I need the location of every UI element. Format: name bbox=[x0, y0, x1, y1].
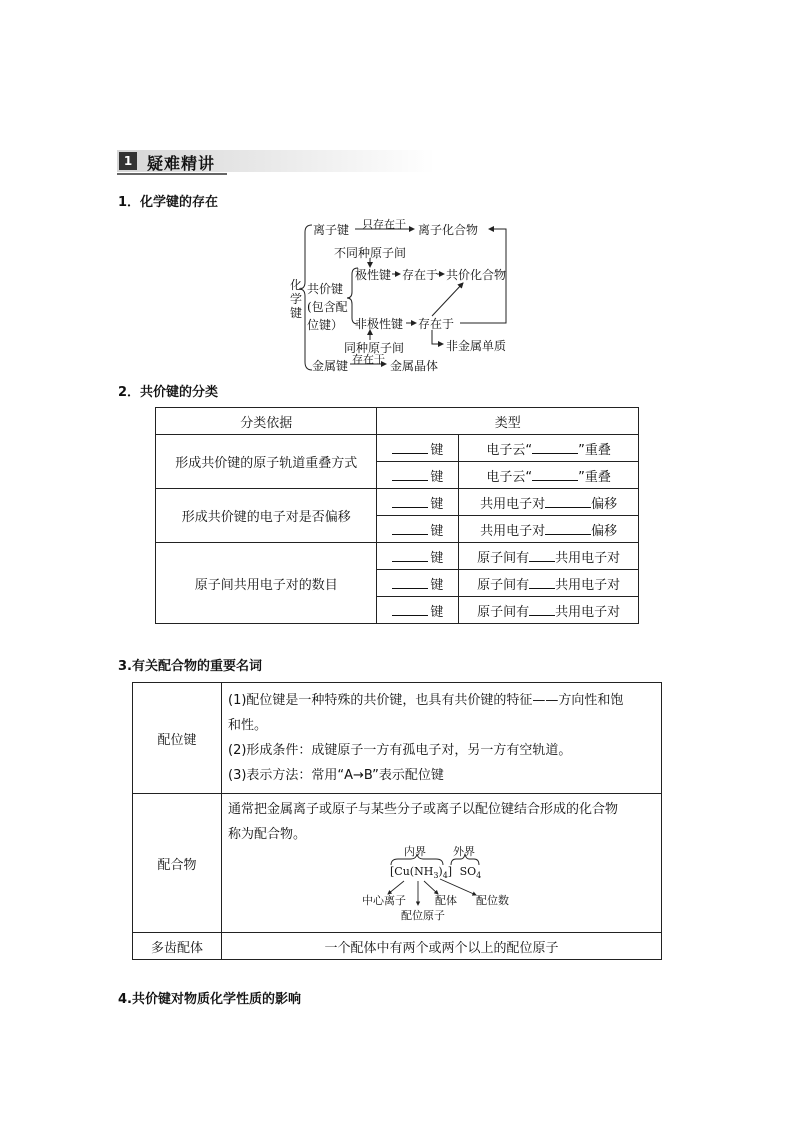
complex-structure-figure bbox=[228, 847, 655, 929]
desc-line: (2)形成条件：成键原子一方有孤电子对，另一方有空轨道。 bbox=[228, 743, 572, 758]
metal-crystal-label: 金属晶体 bbox=[390, 359, 439, 373]
answer-blank bbox=[392, 466, 428, 481]
basis-cell: 原子间共用电子对的数目 bbox=[156, 543, 377, 624]
type-cell: 电子云“ ”重叠 bbox=[459, 435, 639, 462]
bond-name-cell: 键 bbox=[377, 516, 459, 543]
bond-name-cell: 键 bbox=[377, 543, 459, 570]
coordination-table bbox=[132, 682, 662, 960]
ionic-bond-label: 离子键 bbox=[313, 223, 350, 237]
table-row bbox=[156, 543, 639, 570]
bond-name-cell: 键 bbox=[377, 489, 459, 516]
heading-coordination-terms: 3.有关配合物的重要名词 bbox=[118, 659, 262, 674]
covalent-line-3: 位键） bbox=[307, 318, 344, 332]
heading-covalent-effect: 4.共价键对物质化学性质的影响 bbox=[118, 992, 301, 1007]
root-char-3: 键 bbox=[289, 306, 302, 320]
heading-chemical-bond-existence: 1．化学键的存在 bbox=[118, 195, 219, 210]
answer-blank bbox=[392, 439, 428, 454]
desc-line: 称为配合物。 bbox=[228, 827, 307, 842]
answer-blank bbox=[545, 493, 591, 508]
answer-blank bbox=[392, 574, 428, 589]
only-exists-in-label: 只存在于 bbox=[362, 218, 406, 231]
term-coord-bond: 配位键 bbox=[133, 683, 222, 794]
section-title: 疑难精讲 bbox=[147, 154, 216, 173]
answer-blank bbox=[392, 601, 428, 616]
term-complex: 配合物 bbox=[133, 794, 222, 933]
diagram-root bbox=[289, 278, 303, 320]
answer-blank bbox=[529, 574, 555, 589]
bond-name-cell: 键 bbox=[377, 435, 459, 462]
exists-in-label: 存在于 bbox=[402, 268, 439, 282]
header-type: 类型 bbox=[377, 408, 639, 435]
table-row bbox=[133, 683, 662, 794]
metallic-bond-label: 金属键 bbox=[312, 359, 349, 373]
type-cell: 原子间有 共用电子对 bbox=[459, 570, 639, 597]
desc-line: (1)配位键是一种特殊的共价键，也具有共价键的特征——方向性和饱 bbox=[228, 693, 624, 708]
different-atoms-label: 不同种原子间 bbox=[334, 246, 407, 260]
answer-blank bbox=[529, 547, 555, 562]
header-basis: 分类依据 bbox=[156, 408, 377, 435]
basis-cell: 形成共价键的电子对是否偏移 bbox=[156, 489, 377, 543]
table-header-row bbox=[156, 408, 639, 435]
ionic-compound-label: 离子化合物 bbox=[418, 223, 479, 237]
same-atoms-label: 同种原子间 bbox=[344, 341, 405, 355]
inner-sphere-label: 内界 bbox=[404, 845, 426, 858]
nonmetal-element-label: 非金属单质 bbox=[446, 339, 507, 353]
term-polydentate: 多齿配体 bbox=[133, 933, 222, 960]
outer-sphere-label: 外界 bbox=[453, 845, 475, 858]
nonpolar-bond-label: 非极性键 bbox=[355, 317, 404, 331]
desc-line: (3)表示方法：常用“A→B”表示配位键 bbox=[228, 768, 444, 783]
answer-blank bbox=[545, 520, 591, 535]
heading-covalent-classification: 2．共价键的分类 bbox=[118, 385, 219, 400]
answer-blank bbox=[392, 547, 428, 562]
exists-in-label-2: 存在于 bbox=[418, 317, 455, 331]
answer-blank bbox=[392, 493, 428, 508]
complex-formula: $[Cu(NH_3)_4]$ $SO_4$ bbox=[390, 865, 482, 881]
bond-name-cell: 键 bbox=[377, 597, 459, 624]
exists-in-label-3: 存在于 bbox=[352, 353, 385, 366]
type-cell: 原子间有 共用电子对 bbox=[459, 597, 639, 624]
covalent-line-1: 共价键 bbox=[307, 282, 344, 296]
center-ion-label: 中心离子 bbox=[362, 894, 406, 907]
table-row bbox=[133, 794, 662, 933]
covalent-compound-label: 共价化合物 bbox=[446, 268, 507, 282]
type-cell: 共用电子对 偏移 bbox=[459, 489, 639, 516]
root-char-2: 学 bbox=[289, 292, 302, 306]
desc-line: 通常把金属离子或原子与某些分子或离子以配位键结合形成的化合物 bbox=[228, 802, 619, 817]
table-row bbox=[133, 933, 662, 960]
answer-blank bbox=[392, 520, 428, 535]
ligand-label: 配体 bbox=[435, 894, 457, 907]
bond-name-cell: 键 bbox=[377, 462, 459, 489]
polar-bond-label: 极性键 bbox=[355, 268, 392, 282]
covalent-bond-label bbox=[307, 280, 348, 334]
coord-atom-label: 配位原子 bbox=[401, 909, 445, 922]
answer-blank bbox=[532, 439, 578, 454]
desc-coord-bond bbox=[222, 683, 662, 794]
figure-lines bbox=[228, 847, 668, 929]
desc-polydentate: 一个配体中有两个或两个以上的配位原子 bbox=[222, 933, 662, 960]
root-char-1: 化 bbox=[289, 278, 302, 292]
classification-table bbox=[155, 407, 639, 624]
bond-existence-diagram bbox=[0, 0, 794, 380]
type-cell: 共用电子对 偏移 bbox=[459, 516, 639, 543]
coord-number-label: 配位数 bbox=[476, 894, 509, 907]
table-row bbox=[156, 435, 639, 462]
bond-name-cell: 键 bbox=[377, 570, 459, 597]
desc-line: 和性。 bbox=[228, 718, 268, 733]
covalent-line-2: (包含配 bbox=[307, 300, 348, 314]
type-cell: 原子间有 共用电子对 bbox=[459, 543, 639, 570]
desc-complex bbox=[222, 794, 662, 933]
table-row bbox=[156, 489, 639, 516]
type-cell: 电子云“ ”重叠 bbox=[459, 462, 639, 489]
section-number-icon: 1 bbox=[119, 152, 137, 170]
basis-cell: 形成共价键的原子轨道重叠方式 bbox=[156, 435, 377, 489]
answer-blank bbox=[532, 466, 578, 481]
answer-blank bbox=[529, 601, 555, 616]
